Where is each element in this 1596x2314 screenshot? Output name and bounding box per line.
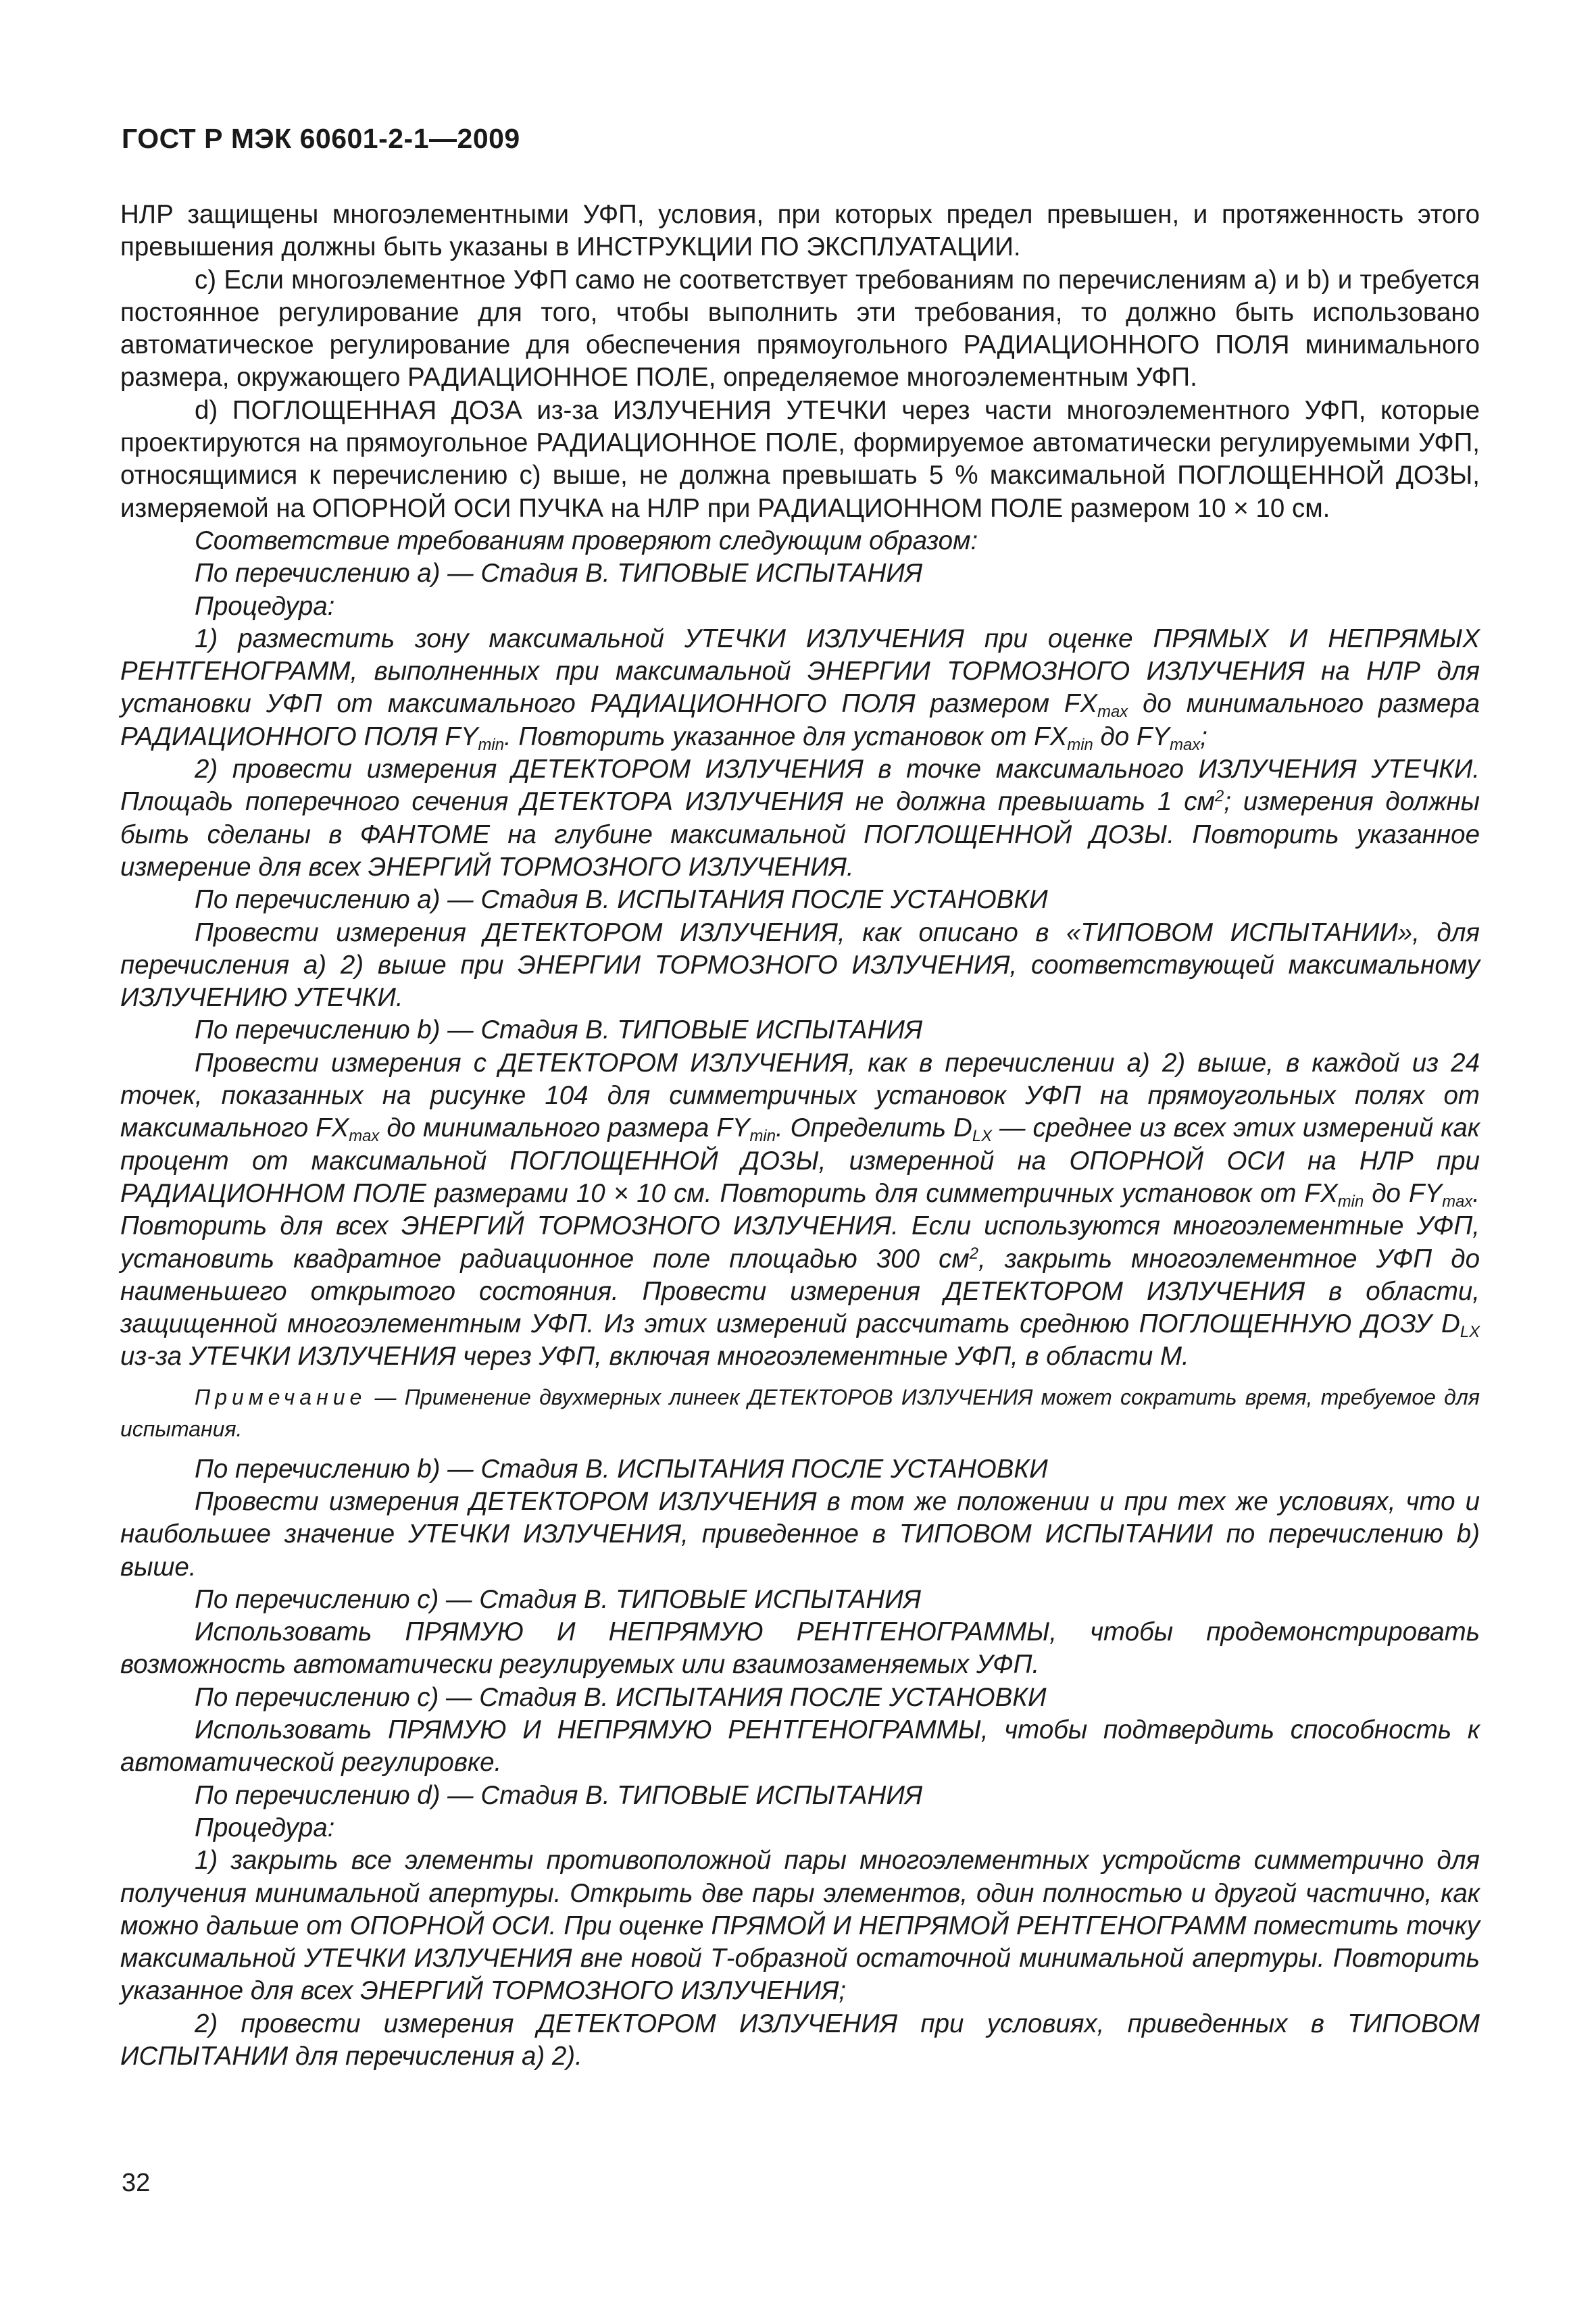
document-header: ГОСТ Р МЭК 60601-2-1—2009 xyxy=(122,123,520,154)
paragraph: Провести измерения с ДЕТЕКТОРОМ ИЗЛУЧЕНИЯ, как в перечислении a) 2) выше, в каждой из 24 точек, показанных на рисунке 104 для симметричных установок УФП на прямоугольных полях от максимального $FX_{max}$ до минимального размера $FY_{min}$. Определить $D_{LX}$ — среднее из всех этих измерений как процент от максимальной ПОГЛОЩЕННОЙ ДОЗЫ, измеренной на ОПОРНОЙ ОСИ на НЛР при РАДИАЦИОННОМ ПОЛЕ размерами 10 × 10 см. Повторить для симметричных установок от $FX_{min}$ до $FY_{max}$. Повторить для всех ЭНЕРГИЙ ТОРМОЗНОГО ИЗЛУЧЕНИЯ. Если используются многоэлементные УФП, установить квадратное радиационное поле площадью 300 $см^2$, закрыть многоэлементное УФП до наименьшего открытого состояния. Провести измерения ДЕТЕКТОРОМ ИЗЛУЧЕНИЯ в области, защищенной многоэлементным УФП. Из этих измерений рассчитать среднюю ПОГЛОЩЕННУЮ ДОЗУ $D_{LX}$ из-за УТЕЧКИ ИЗЛУЧЕНИЯ через УФП, включая многоэлементные УФП, в области M. xyxy=(120,1048,1480,1372)
paragraph: Использовать ПРЯМУЮ И НЕПРЯМУЮ РЕНТГЕНОГРАММЫ, чтобы подтвердить способность к автоматической регулировке. xyxy=(120,1715,1480,1778)
note: Примечание — Применение двухмерных линеек ДЕТЕКТОРОВ ИЗЛУЧЕНИЯ может сократить время, требуемое для испытания. xyxy=(120,1384,1480,1441)
paragraph: Процедура: xyxy=(195,1813,335,1842)
paragraph: Использовать ПРЯМУЮ И НЕПРЯМУЮ РЕНТГЕНОГРАММЫ, чтобы продемонстрировать возможность автоматически регулируемых или взаимозаменяемых УФП. xyxy=(120,1617,1480,1680)
section-heading: По перечислению a) — Стадия B. ИСПЫТАНИЯ ПОСЛЕ УСТАНОВКИ xyxy=(195,885,1048,915)
paragraph: Соответствие требованиям проверяют следующим образом: xyxy=(195,526,978,555)
paragraph: d) ПОГЛОЩЕННАЯ ДОЗА из-за ИЗЛУЧЕНИЯ УТЕЧКИ через части многоэлементного УФП, которые проектируются на прямоугольное РАДИАЦИОННОЕ ПОЛЕ, формируемое автоматически регулируемыми УФП, относящимися к перечислению c) выше, не должна превышать 5 % максимальной ПОГЛОЩЕННОЙ ДОЗЫ, измеряемой на ОПОРНОЙ ОСИ ПУЧКА на НЛР при РАДИАЦИОННОМ ПОЛЕ размером 10 × 10 см. xyxy=(120,395,1480,523)
section-heading: По перечислению a) — Стадия B. ТИПОВЫЕ ИСПЫТАНИЯ xyxy=(195,559,923,588)
section-heading: По перечислению c) — Стадия B. ТИПОВЫЕ ИСПЫТАНИЯ xyxy=(195,1584,922,1614)
page-number: 32 xyxy=(122,2169,151,2197)
paragraph: 1) разместить зону максимальной УТЕЧКИ ИЗЛУЧЕНИЯ при оценке ПРЯМЫХ И НЕПРЯМЫХ РЕНТГЕНОГРАММ, выполненных при максимальной ЭНЕРГИИ ТОРМОЗНОГО ИЗЛУЧЕНИЯ на НЛР для установки УФП от максимального РАДИАЦИОННОГО ПОЛЯ размером $FX_{max}$ до минимального размера РАДИАЦИОННОГО ПОЛЯ $FY_{min}$. Повторить указанное для установок от $FX_{min}$ до $FY_{max}$; xyxy=(120,624,1480,754)
paragraph: Провести измерения ДЕТЕКТОРОМ ИЗЛУЧЕНИЯ, как описано в «ТИПОВОМ ИСПЫТАНИИ», для перечисления a) 2) выше при ЭНЕРГИИ ТОРМОЗНОГО ИЗЛУЧЕНИЯ, соответствующей максимальному ИЗЛУЧЕНИЮ УТЕЧКИ. xyxy=(120,917,1480,1013)
section-heading: По перечислению b) — Стадия B. ИСПЫТАНИЯ ПОСЛЕ УСТАНОВКИ xyxy=(195,1454,1048,1484)
note-label: Примечание xyxy=(195,1384,367,1409)
paragraph: 1) закрыть все элементы противоположной пары многоэлементных устройств симметрично для получения минимальной апертуры. Открыть две пары элементов, один полностью и другой частично, как можно дальше от ОПОРНОЙ ОСИ. При оценке ПРЯМОЙ И НЕПРЯМОЙ РЕНТГЕНОГРАММ поместить точку максимальной УТЕЧКИ ИЗЛУЧЕНИЯ вне новой Т-образной остаточной минимальной апертуры. Повторить указанное для всех ЭНЕРГИЙ ТОРМОЗНОГО ИЗЛУЧЕНИЯ; xyxy=(120,1846,1480,2006)
paragraph: 2) провести измерения ДЕТЕКТОРОМ ИЗЛУЧЕНИЯ при условиях, приведенных в ТИПОВОМ ИСПЫТАНИИ для перечисления a) 2). xyxy=(120,2009,1480,2071)
section-heading: По перечислению d) — Стадия B. ТИПОВЫЕ ИСПЫТАНИЯ xyxy=(195,1780,923,1810)
section-heading: По перечислению b) — Стадия B. ТИПОВЫЕ ИСПЫТАНИЯ xyxy=(195,1015,923,1045)
paragraph: Провести измерения ДЕТЕКТОРОМ ИЗЛУЧЕНИЯ в том же положении и при тех же условиях, что и наибольшее значение УТЕЧКИ ИЗЛУЧЕНИЯ, приведенное в ТИПОВОМ ИСПЫТАНИИ по перечислению b) выше. xyxy=(120,1486,1480,1582)
paragraph: Процедура: xyxy=(195,591,335,621)
paragraph: 2) провести измерения ДЕТЕКТОРОМ ИЗЛУЧЕНИЯ в точке максимального ИЗЛУЧЕНИЯ УТЕЧКИ. Площадь поперечного сечения ДЕТЕКТОРА ИЗЛУЧЕНИЯ не должна превышать 1 $см^2$; измерения должны быть сделаны в ФАНТОМЕ на глубине максимальной ПОГЛОЩЕННОЙ ДОЗЫ. Повторить указанное измерение для всех ЭНЕРГИЙ ТОРМОЗНОГО ИЗЛУЧЕНИЯ. xyxy=(120,755,1480,882)
paragraph: c) Если многоэлементное УФП само не соответствует требованиям по перечислениям a) и b) и требуется постоянное регулирование для того, чтобы выполнить эти требования, то должно быть использовано автоматическое регулирование для обеспечения прямоугольного РАДИАЦИОННОГО ПОЛЯ минимального размера, окружающего РАДИАЦИОННОЕ ПОЛЕ, определяемое многоэлементным УФП. xyxy=(120,265,1480,393)
paragraph: НЛР защищены многоэлементными УФП, условия, при которых предел превышен, и протяженность этого превышения должны быть указаны в ИНСТРУКЦИИ ПО ЭКСПЛУАТАЦИИ. xyxy=(120,200,1480,262)
document-body xyxy=(120,199,1480,2073)
section-heading: По перечислению c) — Стадия B. ИСПЫТАНИЯ ПОСЛЕ УСТАНОВКИ xyxy=(195,1682,1047,1712)
